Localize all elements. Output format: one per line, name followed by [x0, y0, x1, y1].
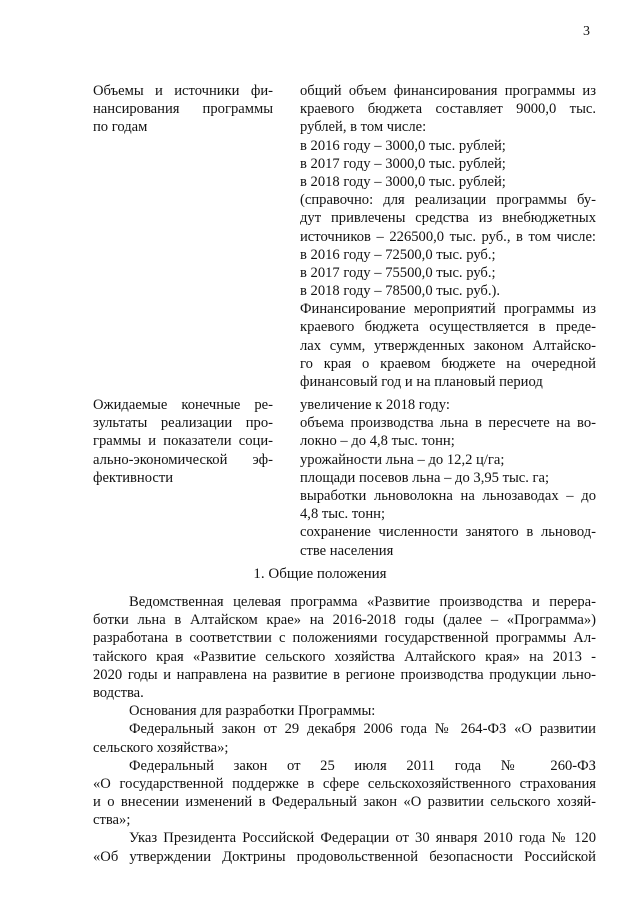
content-line: рублей, в том числе: — [300, 119, 427, 136]
paragraph-line: сельского хозяйства»; — [93, 739, 229, 756]
paragraph-line: Указ Президента Российской Федерации от 30 января 2010 года № 120 — [129, 830, 596, 847]
label-line: фективности — [93, 469, 174, 486]
content-line: источников – 226500,0 тыс. руб., в том числе: — [300, 228, 596, 245]
body-text — [93, 593, 596, 866]
paragraph-line: тайского края «Развитие сельского хозяйства Алтайского края» на 2013 - — [93, 648, 596, 665]
content-line: площади посевов льна – до 3,95 тыс. га; — [300, 469, 550, 486]
paragraph-line: «Об утверждении Доктрины продовольственной безопасности Российской — [93, 848, 596, 865]
content-line: (справочно: для реализации программы бу- — [300, 192, 596, 209]
table-row1-content — [300, 82, 596, 391]
content-line: сохранение численности занятого в льновод- — [300, 524, 596, 541]
content-line: краевого бюджета составляет 9000,0 тыс. — [300, 101, 596, 118]
label-line: ально-экономической эф- — [93, 451, 273, 468]
content-line: в 2016 году – 72500,0 тыс. руб.; — [300, 246, 496, 263]
paragraph-line: Федеральный закон от 29 декабря 2006 года № 264-ФЗ «О развитии — [129, 721, 596, 738]
content-line: в 2016 году – 3000,0 тыс. рублей; — [300, 137, 506, 154]
content-line: в 2018 году – 3000,0 тыс. рублей; — [300, 173, 506, 190]
content-line: локно – до 4,8 тыс. тонн; — [300, 433, 455, 450]
content-line: го края о краевом бюджете на очередной — [300, 355, 596, 372]
content-line: увеличение к 2018 году: — [300, 397, 450, 413]
content-line: выработки льноволокна на льнозаводах – до — [300, 487, 596, 504]
paragraph-line: ботки льна в Алтайском крае» на 2016-2018 годы (далее – «Программа») — [93, 612, 596, 629]
content-line: Финансирование мероприятий программы из — [300, 301, 596, 318]
paragraph-line: 2020 годы и направлена на развитие в регионе производства продукции льно- — [93, 666, 596, 683]
paragraph-line: ства»; — [93, 812, 131, 829]
content-line: лах сумм, утвержденных законом Алтайско- — [300, 337, 596, 354]
label-line: зультаты реализации про- — [93, 415, 273, 432]
label-line: нансирования программы — [93, 101, 273, 118]
label-line: Объемы и источники фи- — [93, 83, 273, 99]
label-line: по годам — [93, 119, 148, 136]
content-line: урожайности льна – до 12,2 ц/га; — [300, 451, 505, 468]
content-line: общий объем финансирования программы из — [300, 83, 596, 99]
paragraph-line: Федеральный закон от 25 июля 2011 года № 260-ФЗ — [129, 757, 596, 774]
paragraph-line: и о внесении изменений в Федеральный закон «О развитии сельского хозяй- — [93, 794, 596, 811]
page-number: 3 — [583, 24, 590, 39]
paragraph-line: Основания для разработки Программы: — [129, 703, 376, 720]
content-line: стве населения — [300, 542, 394, 559]
content-line: финансовый год и на плановый период — [300, 374, 543, 390]
paragraph-line: разработана в соответствии с положениями государственной программы Ал- — [93, 630, 596, 647]
table-row1-label — [93, 82, 273, 137]
label-line: Ожидаемые конечные ре- — [93, 397, 273, 413]
content-line: 4,8 тыс. тонн; — [300, 506, 386, 523]
content-line: в 2017 году – 3000,0 тыс. рублей; — [300, 155, 506, 172]
paragraph-line: водства. — [93, 684, 144, 701]
content-line: краевого бюджета осуществляется в преде- — [300, 319, 596, 336]
paragraph-line: «О государственной поддержке в сфере сельскохозяйственного страхования — [93, 775, 596, 792]
paragraph-line: Ведомственная целевая программа «Развитие производства и перера- — [129, 594, 596, 610]
content-line: в 2018 году – 78500,0 тыс. руб.). — [300, 283, 501, 300]
table-row2-label — [93, 396, 273, 487]
content-line: в 2017 году – 75500,0 тыс. руб.; — [300, 264, 496, 281]
content-line: дут привлечены средства из внебюджетных — [300, 210, 596, 227]
label-line: граммы и показатели соци- — [93, 433, 273, 450]
content-line: объема производства льна в пересчете на во- — [300, 415, 596, 432]
section-heading: 1. Общие положения — [253, 566, 387, 582]
table-row2-content — [300, 396, 596, 560]
